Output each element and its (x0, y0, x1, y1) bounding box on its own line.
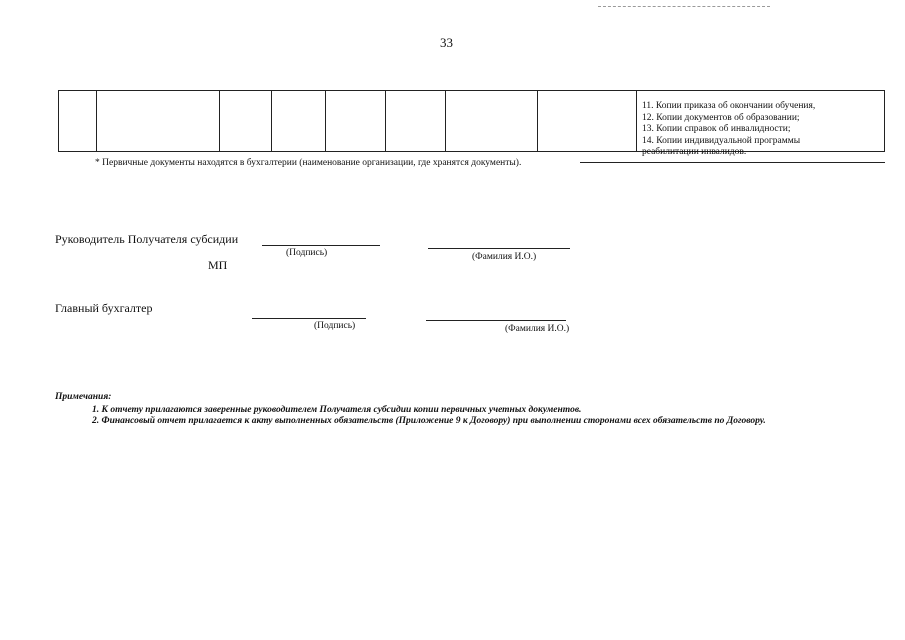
table-column-divider (537, 91, 538, 151)
document-list-line: 11. Копии приказа об окончании обучения, (642, 101, 816, 111)
note-item: 2. Финансовый отчет прилагается к акту выполненных обязательств (Приложение 9 к Договору) при выполнении сторонами всех обязательств по Договору. (92, 416, 766, 426)
accountant-name-caption: (Фамилия И.О.) (505, 324, 570, 334)
table-column-divider (96, 91, 97, 151)
notes-section (55, 392, 845, 428)
scan-artifact-marks (598, 6, 770, 10)
accountant-signature-line (252, 318, 366, 319)
document-list-line: 14. Копии индивидуальной программы (642, 135, 801, 146)
table-column-divider (325, 91, 326, 151)
manager-signature-line (262, 245, 380, 246)
manager-signature-caption: (Подпись) (286, 248, 328, 258)
accountant-signature-caption: (Подпись) (314, 321, 356, 331)
table-bottom-rule (580, 162, 885, 163)
documents-table (58, 90, 885, 157)
table-column-divider (219, 91, 220, 151)
table-column-divider (445, 91, 446, 151)
table-column-divider (636, 91, 637, 151)
note-item: 1. К отчету прилагаются заверенные руководителем Получателя субсидии копии первичных учетных документов. (92, 404, 582, 415)
document-list-line: реабилитации инвалидов. (642, 147, 747, 157)
manager-name-line (428, 248, 570, 249)
stamp-label: МП (208, 258, 228, 272)
accountant-label: Главный бухгалтер (55, 301, 153, 315)
primary-documents-list (642, 101, 882, 159)
page-number: 33 (440, 35, 453, 50)
table-column-divider (385, 91, 386, 151)
document-list-line: 12. Копии документов об образовании; (642, 112, 800, 123)
manager-name-caption: (Фамилия И.О.) (472, 252, 537, 262)
manager-label: Руководитель Получателя субсидии (55, 232, 239, 246)
footnote: * Первичные документы находятся в бухгалтерии (наименование организации, где хранятся документы). (95, 158, 522, 168)
table-column-divider (271, 91, 272, 151)
document-list-line: 13. Копии справок об инвалидности; (642, 124, 791, 134)
accountant-name-line (426, 320, 566, 321)
notes-title: Примечания: (55, 392, 112, 402)
